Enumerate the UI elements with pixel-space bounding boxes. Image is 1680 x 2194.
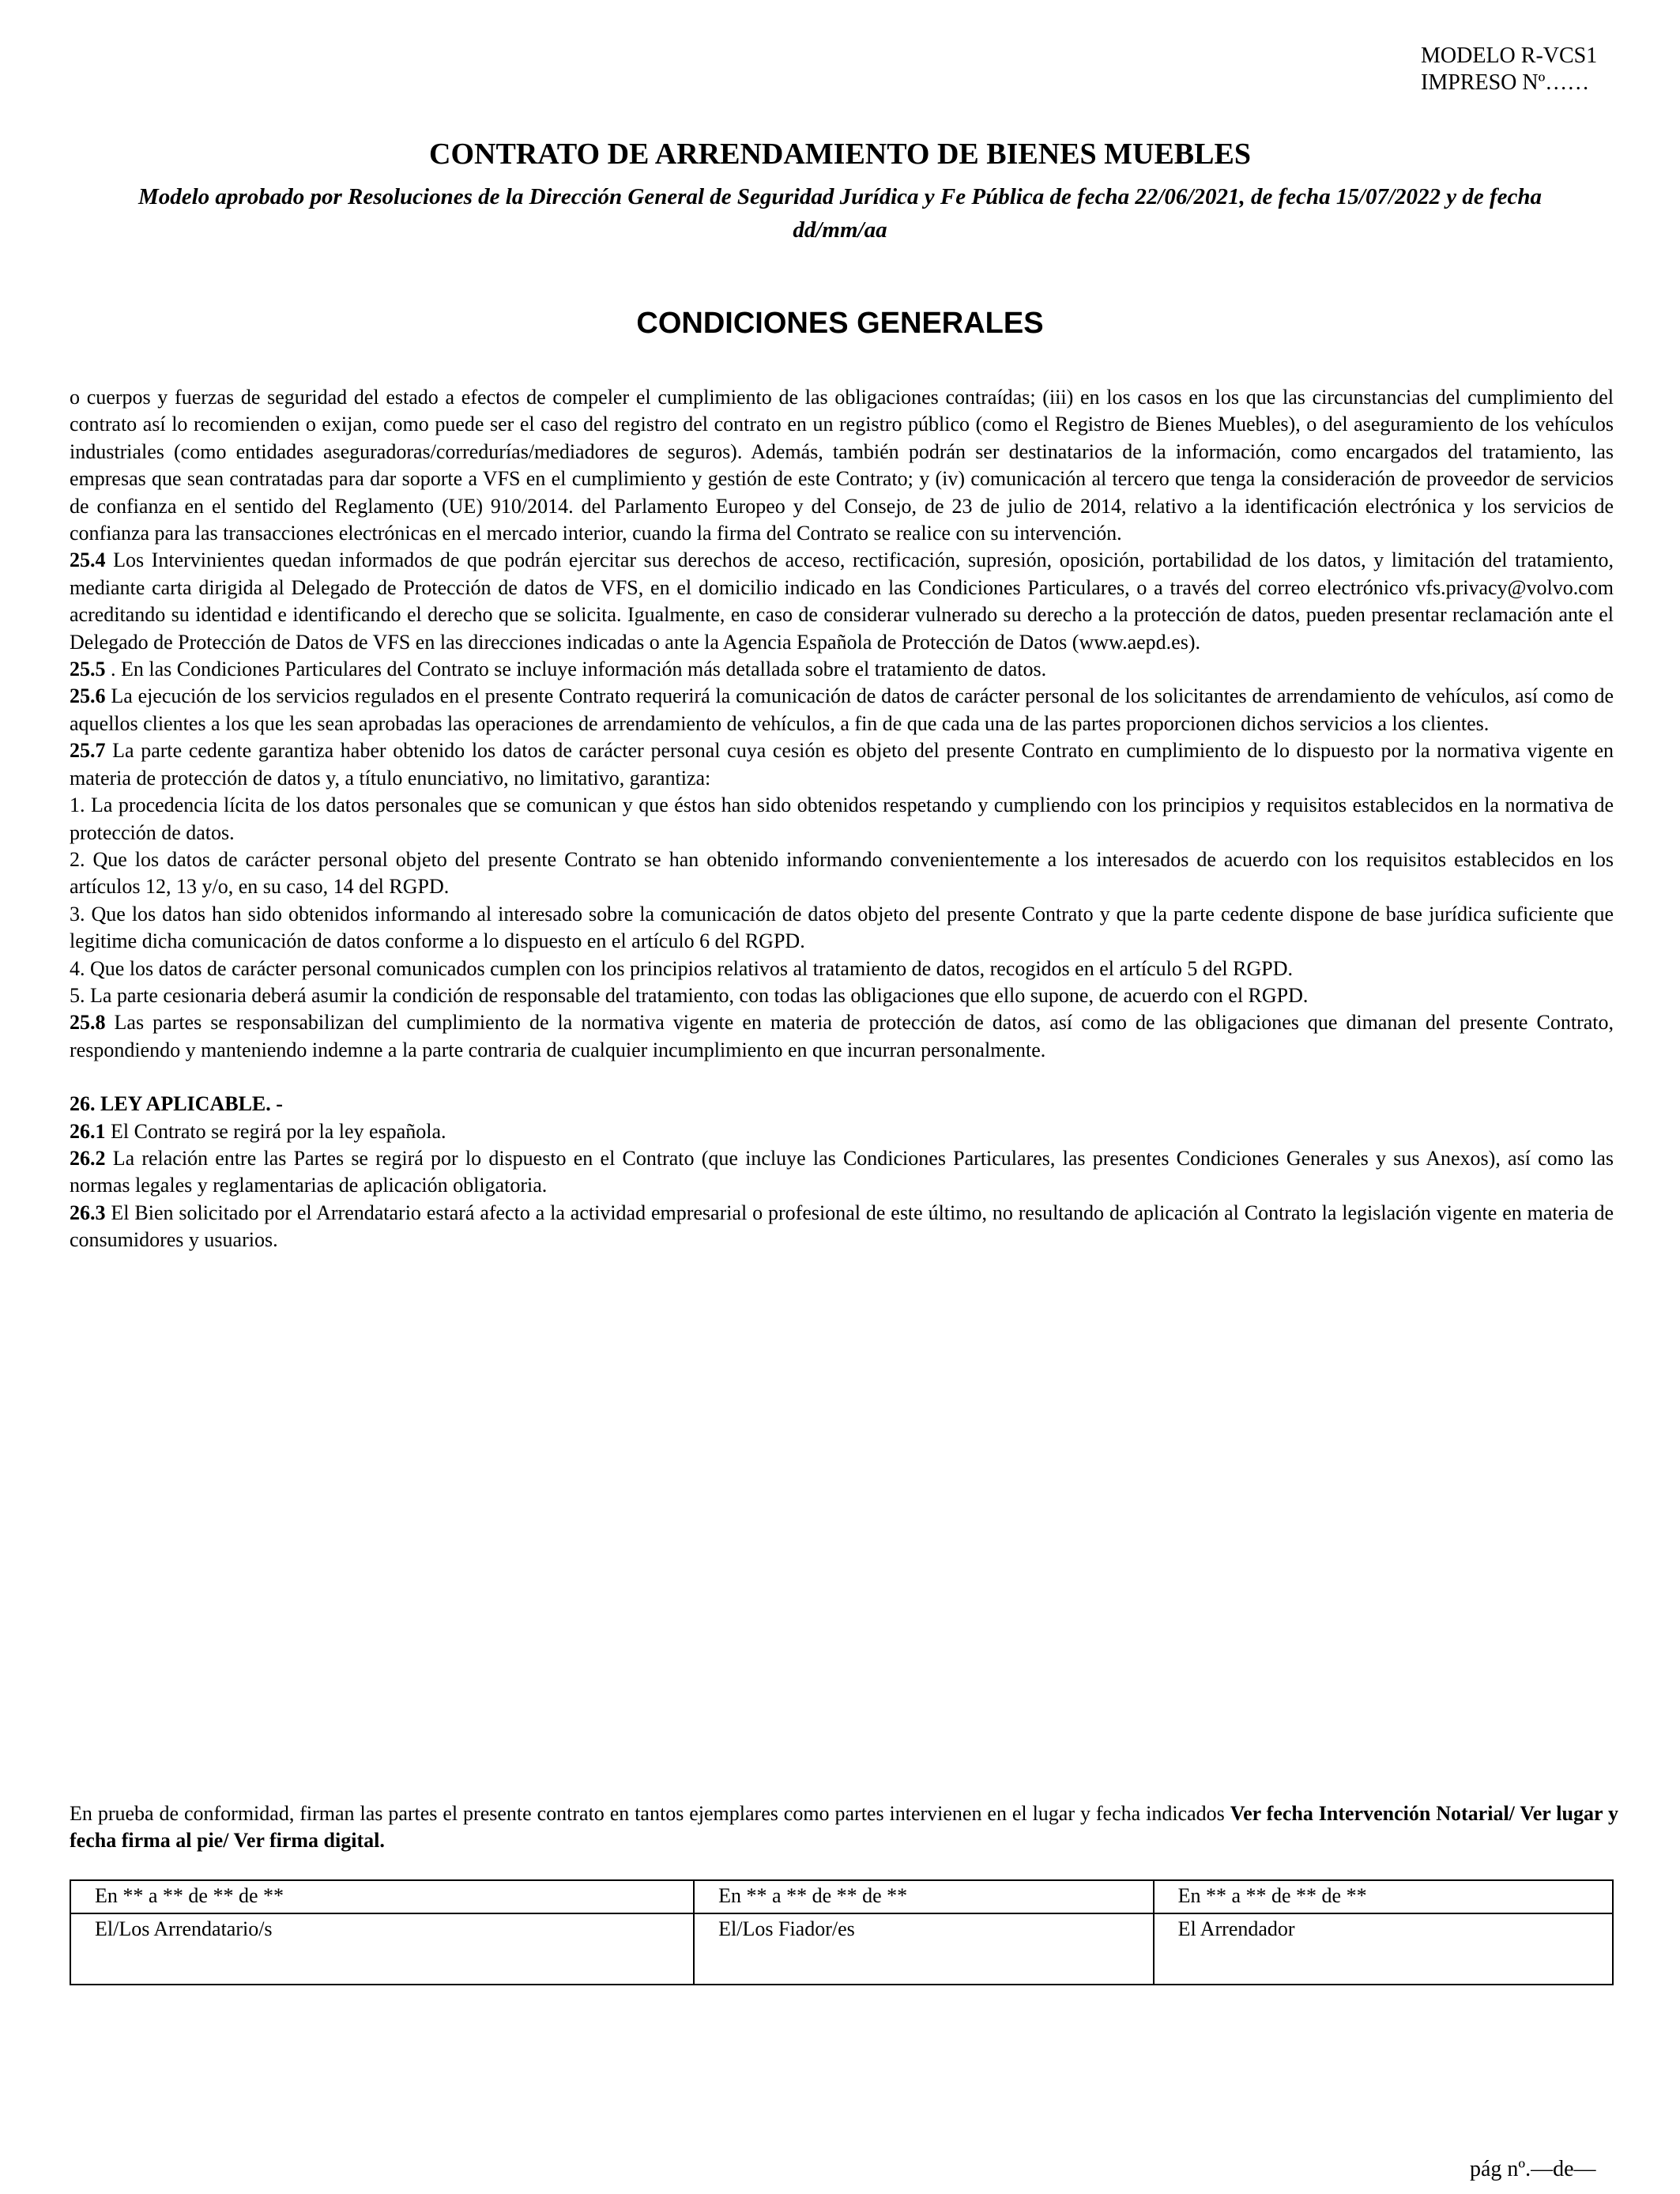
signature-place-date-3: En ** a ** de ** de ** bbox=[1154, 1880, 1613, 1913]
conformity-statement bbox=[70, 1800, 1618, 1854]
intro-paragraph: o cuerpos y fuerzas de seguridad del estado a efectos de compeler el cumplimiento de las obligaciones contraídas; (iii) en los casos en los que las circunstancias del cumplimiento del contrato así lo recomienden o exijan, como puede ser el caso del registro del contrato en un registro público (como el Registro de Bienes Muebles), o del aseguramiento de los vehículos industriales (como entidades aseguradoras/corredurías/mediadores de seguros). Además, también podrán ser destinatarios de la información, como encargados del tratamiento, las empresas que sean contratadas para dar soporte a VFS en el cumplimiento y gestión de este Contrato; y (iv) comunicación al tercero que tenga la consideración de proveedor de servicios de confianza en el sentido del Reglamento (UE) 910/2014. del Parlamento Europeo y del Consejo, de 23 de julio de 2014, relativo a la identificación electrónica y los servicios de confianza para las transacciones electrónicas en el mercado interior, cuando la firma del Contrato se realice con su intervención. bbox=[70, 386, 1614, 545]
page-number: pág nº.—de— bbox=[1470, 2157, 1596, 2181]
impreso-number: IMPRESO Nº…… bbox=[1421, 70, 1590, 95]
model-header bbox=[1421, 43, 1597, 96]
list-item: 2. Que los datos de carácter personal objeto del presente Contrato se han obtenido informando convenientemente a los interesados de acuerdo con los requisitos establecidos en los artículos 12, 13 y/o, en su caso, 14 del RGPD. bbox=[70, 847, 1614, 899]
clause-25-4 bbox=[70, 547, 1614, 656]
document-title: CONTRATO DE ARRENDAMIENTO DE BIENES MUEBLES bbox=[429, 138, 1251, 171]
clause-25-8 bbox=[70, 1009, 1614, 1064]
section-title: CONDICIONES GENERALES bbox=[636, 307, 1044, 340]
clause-26-1 bbox=[70, 1118, 1614, 1145]
document-subtitle: Modelo aprobado por Resoluciones de la Dirección General de Seguridad Jurídica y Fe Pública de fecha 22/06/2021, de fecha 15/07/2022 y de fecha dd/mm/aa bbox=[137, 184, 1543, 243]
clause-number: 25.8 bbox=[70, 1011, 106, 1035]
list-item: 5. La parte cesionaria deberá asumir la condición de responsable del tratamiento, con todas las obligaciones que ello supone, de acuerdo con el RGPD. bbox=[70, 983, 1309, 1007]
signature-party-fiador: El/Los Fiador/es bbox=[694, 1913, 1153, 1985]
clause-number: 25.6 bbox=[70, 684, 106, 708]
clause-number: 26.1 bbox=[70, 1119, 106, 1143]
clause-text: Las partes se responsabilizan del cumplimiento de la normativa vigente en materia de protección de datos, así como de las obligaciones que dimanan del presente Contrato, respondiendo y manteniendo indemne a la parte contraria de cualquier incumplimiento en que incurran personalmente. bbox=[70, 1011, 1614, 1061]
document-body bbox=[70, 384, 1614, 1254]
clause-text: El Bien solicitado por el Arrendatario estará afecto a la actividad empresarial o profesional de este último, no resultando de aplicación al Contrato la legislación vigente en materia de consumidores y usuarios. bbox=[70, 1201, 1614, 1252]
section-26-heading: 26. LEY APLICABLE. - bbox=[70, 1092, 283, 1116]
clause-text: La ejecución de los servicios regulados en el presente Contrato requerirá la comunicación de datos de carácter personal de los solicitantes de arrendamiento de vehículos, así como de aquellos clientes a los que les sean aprobadas las operaciones de arrendamiento de vehículos, a fin de que cada una de las partes proporcionen dichos servicios a los clientes. bbox=[70, 684, 1614, 735]
clause-text: La parte cedente garantiza haber obtenido los datos de carácter personal cuya cesión es objeto del presente Contrato en cumplimiento de lo dispuesto por la normativa vigente en materia de protección de datos y, a título enunciativo, no limitativo, garantiza: bbox=[70, 739, 1614, 790]
clause-text: El Contrato se regirá por la ley española. bbox=[105, 1119, 446, 1143]
clause-text: La relación entre las Partes se regirá por lo dispuesto en el Contrato (que incluye las Condiciones Particulares, las presentes Condiciones Generales y sus Anexos), así como las normas legales y reglamentarias de aplicación obligatoria. bbox=[70, 1146, 1614, 1197]
list-item: 1. La procedencia lícita de los datos personales que se comunican y que éstos han sido obtenidos respetando y cumpliendo con los principios y requisitos establecidos en la normativa de protección de datos. bbox=[70, 794, 1614, 844]
clause-number: 25.4 bbox=[70, 548, 106, 572]
clause-25-6 bbox=[70, 683, 1614, 737]
signature-party-arrendatario: El/Los Arrendatario/s bbox=[70, 1913, 694, 1985]
signature-place-date-1: En ** a ** de ** de ** bbox=[70, 1880, 694, 1913]
conformity-text: En prueba de conformidad, firman las partes el presente contrato en tantos ejemplares como partes intervienen en el lugar y fecha indicados bbox=[70, 1802, 1230, 1825]
clause-number: 26.3 bbox=[70, 1201, 106, 1224]
clause-25-7 bbox=[70, 737, 1614, 792]
clause-26-3 bbox=[70, 1200, 1614, 1254]
clause-text: . En las Condiciones Particulares del Contrato se incluye información más detallada sobre el tratamiento de datos. bbox=[105, 658, 1047, 681]
clause-number: 26.2 bbox=[70, 1146, 106, 1170]
list-item: 4. Que los datos de carácter personal comunicados cumplen con los principios relativos al tratamiento de datos, recogidos en el artículo 5 del RGPD. bbox=[70, 956, 1294, 980]
list-item: 3. Que los datos han sido obtenidos informando al interesado sobre la comunicación de datos objeto del presente Contrato y que la parte cedente dispone de base jurídica suficiente que legitime dicha comunicación de datos conforme a lo dispuesto en el artículo 6 del RGPD. bbox=[70, 902, 1614, 953]
clause-number: 25.7 bbox=[70, 739, 106, 763]
clause-25-5 bbox=[70, 656, 1614, 683]
signature-place-date-2: En ** a ** de ** de ** bbox=[694, 1880, 1153, 1913]
model-code: MODELO R-VCS1 bbox=[1421, 43, 1598, 68]
clause-text: Los Intervinientes quedan informados de que podrán ejercitar sus derechos de acceso, rectificación, supresión, oposición, portabilidad de los datos, y limitación del tratamiento, mediante carta dirigida al Delegado de Protección de datos de VFS, en el domicilio indicado en las Condiciones Particulares, o a través del correo electrónico vfs.privacy@volvo.com acreditando su identidad e identificando el derecho que se solicita. Igualmente, en caso de considerar vulnerado su derecho a la protección de datos, pueden presentar reclamación ante el Delegado de Protección de Datos de VFS en las direcciones indicadas o ante la Agencia Española de Protección de Datos (www.aepd.es). bbox=[70, 548, 1614, 654]
clause-number: 25.5 bbox=[70, 658, 106, 681]
conformity-bold-text: Ver fecha Intervención Notarial/ Ver lugar y fecha firma al pie/ Ver firma digital. bbox=[70, 1802, 1618, 1852]
clause-26-2 bbox=[70, 1145, 1614, 1200]
signature-party-arrendador: El Arrendador bbox=[1154, 1913, 1613, 1985]
signature-table bbox=[70, 1879, 1614, 1985]
